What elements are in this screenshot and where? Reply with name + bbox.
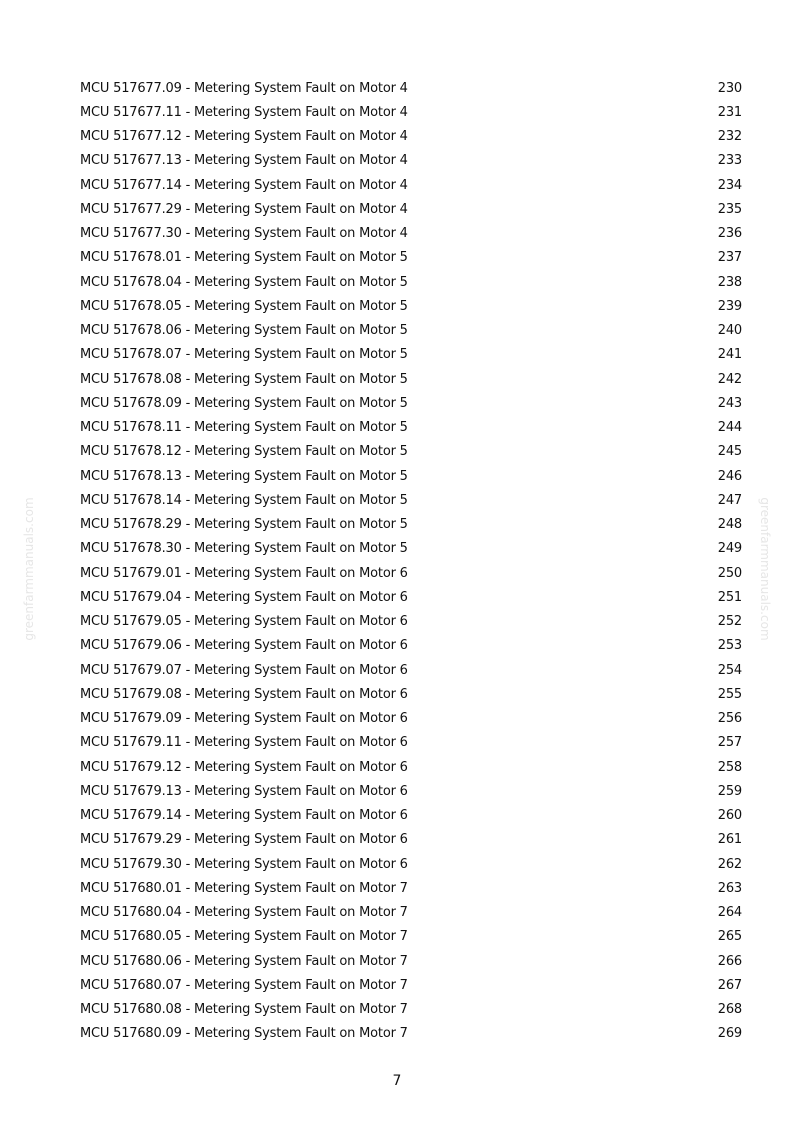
toc-entry-page: 257 xyxy=(717,735,742,751)
toc-entry-title: MCU 517679.29 - Metering System Fault on Motor 6 xyxy=(80,832,408,848)
toc-entry-title: MCU 517678.13 - Metering System Fault on Motor 5 xyxy=(80,468,408,484)
toc-entry-title: MCU 517680.01 - Metering System Fault on Motor 7 xyxy=(80,880,408,896)
toc-entry[interactable] xyxy=(80,973,742,997)
toc-entry-title: MCU 517678.01 - Metering System Fault on Motor 5 xyxy=(80,250,408,266)
toc-entry-page: 269 xyxy=(717,1026,742,1042)
toc-entry[interactable] xyxy=(80,100,742,124)
toc-entry-title: MCU 517679.08 - Metering System Fault on Motor 6 xyxy=(80,686,408,702)
toc-entry[interactable] xyxy=(80,537,742,561)
toc-entry[interactable] xyxy=(80,804,742,828)
toc-entry[interactable] xyxy=(80,901,742,925)
toc-entry-title: MCU 517678.11 - Metering System Fault on Motor 5 xyxy=(80,420,408,436)
toc-entry-page: 241 xyxy=(717,347,742,363)
toc-entry-title: MCU 517680.08 - Metering System Fault on Motor 7 xyxy=(80,1002,408,1018)
toc-entry-title: MCU 517680.04 - Metering System Fault on Motor 7 xyxy=(80,905,408,921)
toc-entry-page: 268 xyxy=(717,1002,742,1018)
toc-entry[interactable] xyxy=(80,658,742,682)
toc-entry[interactable] xyxy=(80,367,742,391)
toc-entry[interactable] xyxy=(80,391,742,415)
toc-entry[interactable] xyxy=(80,828,742,852)
toc-entry-page: 240 xyxy=(717,323,742,339)
toc-entry[interactable] xyxy=(80,852,742,876)
toc-entry[interactable] xyxy=(80,1022,742,1046)
toc-entry[interactable] xyxy=(80,294,742,318)
toc-entry[interactable] xyxy=(80,488,742,512)
toc-entry-page: 230 xyxy=(717,80,742,96)
toc-entry-page: 255 xyxy=(717,686,742,702)
toc-entry-page: 250 xyxy=(717,565,742,581)
toc-entry-page: 246 xyxy=(717,468,742,484)
toc-entry-page: 233 xyxy=(717,153,742,169)
toc-entry-page: 248 xyxy=(717,517,742,533)
toc-entry-title: MCU 517678.07 - Metering System Fault on Motor 5 xyxy=(80,347,408,363)
toc-entry[interactable] xyxy=(80,222,742,246)
toc-entry-page: 249 xyxy=(717,541,742,557)
toc-entry[interactable] xyxy=(80,925,742,949)
toc-entry-title: MCU 517679.13 - Metering System Fault on Motor 6 xyxy=(80,783,408,799)
toc-entry[interactable] xyxy=(80,998,742,1022)
toc-entry-page: 263 xyxy=(717,880,742,896)
toc-entry-title: MCU 517678.14 - Metering System Fault on Motor 5 xyxy=(80,492,408,508)
toc-entry-page: 235 xyxy=(717,201,742,217)
toc-entry-page: 234 xyxy=(717,177,742,193)
toc-entry-page: 256 xyxy=(717,711,742,727)
toc-entry-page: 236 xyxy=(717,226,742,242)
toc-entry-page: 266 xyxy=(717,953,742,969)
toc-entry-title: MCU 517677.11 - Metering System Fault on Motor 4 xyxy=(80,104,408,120)
toc-entry-title: MCU 517677.13 - Metering System Fault on Motor 4 xyxy=(80,153,408,169)
toc-entry[interactable] xyxy=(80,779,742,803)
toc-entry[interactable] xyxy=(80,270,742,294)
toc-entry-title: MCU 517679.04 - Metering System Fault on Motor 6 xyxy=(80,589,408,605)
toc-entry[interactable] xyxy=(80,561,742,585)
toc-entry-title: MCU 517679.01 - Metering System Fault on Motor 6 xyxy=(80,565,408,581)
toc-entry-page: 247 xyxy=(717,492,742,508)
toc-entry[interactable] xyxy=(80,416,742,440)
toc-entry[interactable] xyxy=(80,513,742,537)
toc-entry-page: 251 xyxy=(717,589,742,605)
toc-entry-page: 245 xyxy=(717,444,742,460)
toc-entry-page: 252 xyxy=(717,614,742,630)
toc-entry-title: MCU 517680.05 - Metering System Fault on Motor 7 xyxy=(80,929,408,945)
toc-entry-page: 231 xyxy=(717,104,742,120)
toc-entry-title: MCU 517679.09 - Metering System Fault on Motor 6 xyxy=(80,711,408,727)
toc-entry[interactable] xyxy=(80,731,742,755)
toc-entry-title: MCU 517679.06 - Metering System Fault on Motor 6 xyxy=(80,638,408,654)
toc-entry-title: MCU 517677.29 - Metering System Fault on Motor 4 xyxy=(80,201,408,217)
toc-entry-title: MCU 517679.07 - Metering System Fault on Motor 6 xyxy=(80,662,408,678)
toc-entry[interactable] xyxy=(80,949,742,973)
toc-entry-title: MCU 517678.12 - Metering System Fault on Motor 5 xyxy=(80,444,408,460)
toc-entry[interactable] xyxy=(80,585,742,609)
toc-entry-title: MCU 517678.08 - Metering System Fault on Motor 5 xyxy=(80,371,408,387)
toc-entry-title: MCU 517677.12 - Metering System Fault on Motor 4 xyxy=(80,129,408,145)
toc-entry-page: 232 xyxy=(717,129,742,145)
toc-entry-page: 267 xyxy=(717,977,742,993)
toc-entry[interactable] xyxy=(80,634,742,658)
toc-entry-page: 258 xyxy=(717,759,742,775)
toc-entry-title: MCU 517678.29 - Metering System Fault on Motor 5 xyxy=(80,517,408,533)
toc-entry-title: MCU 517678.30 - Metering System Fault on Motor 5 xyxy=(80,541,408,557)
toc-entry-page: 242 xyxy=(717,371,742,387)
toc-entry[interactable] xyxy=(80,319,742,343)
toc-entry-page: 243 xyxy=(717,395,742,411)
toc-entry[interactable] xyxy=(80,149,742,173)
watermark-left: greenfarmmanuals.com xyxy=(22,497,36,641)
toc-entry-page: 239 xyxy=(717,298,742,314)
toc-entry[interactable] xyxy=(80,173,742,197)
watermark-right: greenfarmmanuals.com xyxy=(758,497,772,641)
toc-entry[interactable] xyxy=(80,440,742,464)
toc-entry[interactable] xyxy=(80,682,742,706)
toc-entry-page: 259 xyxy=(717,783,742,799)
toc-entry-page: 244 xyxy=(717,420,742,436)
toc-entry-title: MCU 517680.09 - Metering System Fault on Motor 7 xyxy=(80,1026,408,1042)
toc-entry-page: 254 xyxy=(717,662,742,678)
toc-entry-title: MCU 517677.30 - Metering System Fault on Motor 4 xyxy=(80,226,408,242)
toc-entry-page: 265 xyxy=(717,929,742,945)
toc-entry-page: 237 xyxy=(717,250,742,266)
toc-entry[interactable] xyxy=(80,755,742,779)
toc-entry-page: 238 xyxy=(717,274,742,290)
toc-entry-title: MCU 517680.07 - Metering System Fault on Motor 7 xyxy=(80,977,408,993)
toc-entry-title: MCU 517677.09 - Metering System Fault on Motor 4 xyxy=(80,80,408,96)
toc-entry-title: MCU 517678.05 - Metering System Fault on Motor 5 xyxy=(80,298,408,314)
toc-entry[interactable] xyxy=(80,76,742,100)
toc-entry[interactable] xyxy=(80,125,742,149)
toc-entry-title: MCU 517680.06 - Metering System Fault on Motor 7 xyxy=(80,953,408,969)
toc-entry[interactable] xyxy=(80,246,742,270)
toc-entry-page: 260 xyxy=(717,808,742,824)
toc-entry[interactable] xyxy=(80,464,742,488)
toc-entry-title: MCU 517679.05 - Metering System Fault on Motor 6 xyxy=(80,614,408,630)
page-number: 7 xyxy=(392,1073,402,1089)
toc-entry-title: MCU 517677.14 - Metering System Fault on Motor 4 xyxy=(80,177,408,193)
toc-entry[interactable] xyxy=(80,610,742,634)
toc-entry[interactable] xyxy=(80,343,742,367)
toc-entry-page: 262 xyxy=(717,856,742,872)
toc-entry[interactable] xyxy=(80,707,742,731)
toc-entry-title: MCU 517678.06 - Metering System Fault on Motor 5 xyxy=(80,323,408,339)
toc-entry-title: MCU 517679.12 - Metering System Fault on Motor 6 xyxy=(80,759,408,775)
toc-entry[interactable] xyxy=(80,876,742,900)
toc-entry-title: MCU 517678.09 - Metering System Fault on Motor 5 xyxy=(80,395,408,411)
toc-entry-title: MCU 517679.30 - Metering System Fault on Motor 6 xyxy=(80,856,408,872)
toc-entry-title: MCU 517679.11 - Metering System Fault on Motor 6 xyxy=(80,735,408,751)
toc-entry-page: 264 xyxy=(717,905,742,921)
toc-entry-title: MCU 517679.14 - Metering System Fault on Motor 6 xyxy=(80,808,408,824)
toc-entry-page: 261 xyxy=(717,832,742,848)
toc-entry-page: 253 xyxy=(717,638,742,654)
table-of-contents xyxy=(80,76,742,1046)
toc-entry[interactable] xyxy=(80,197,742,221)
toc-entry-title: MCU 517678.04 - Metering System Fault on Motor 5 xyxy=(80,274,408,290)
